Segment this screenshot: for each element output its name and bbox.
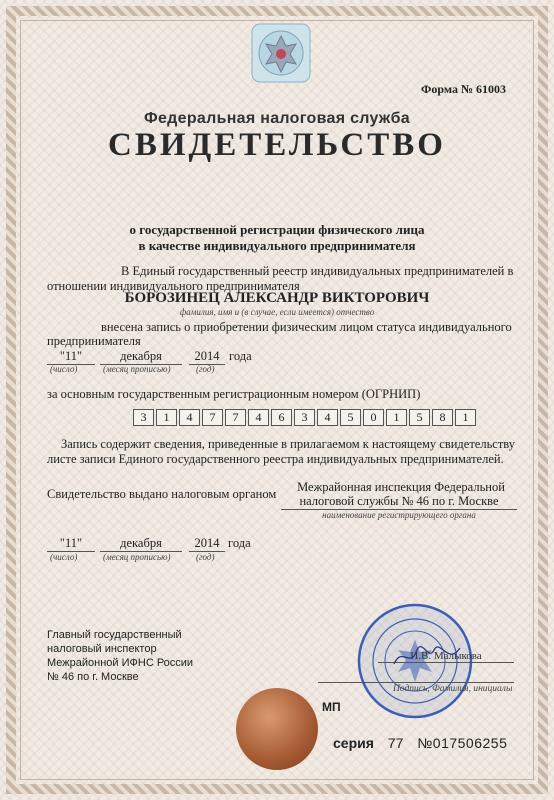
russia-emblem-icon <box>250 22 312 84</box>
paragraph-2-line-1: внесена запись о приобретении физическим лицом статуса индивидуального <box>101 320 512 334</box>
document-title: СВИДЕТЕЛЬСТВО <box>108 127 446 163</box>
date1-year-hint: (год) <box>196 364 215 374</box>
ogrn-label: за основным государственным регистрационным номером (ОГРНИП) <box>47 387 421 401</box>
inspector-line-3: Межрайонной ИФНС России <box>47 657 194 669</box>
serial-label: серия <box>333 735 374 751</box>
date2-day: "11" <box>47 536 95 552</box>
date2-day-hint: (число) <box>50 552 78 562</box>
ogrn-boxes <box>133 409 478 426</box>
paragraph-3-line-1: Запись содержит сведения, приведенные в прилагаемом к настоящему свидетельству <box>61 437 516 451</box>
signature-line <box>318 682 514 683</box>
paragraph-2-line-2: предпринимателя <box>47 334 141 348</box>
inspector-line-2: налоговый инспектор <box>47 643 157 655</box>
mp-label: МП <box>322 700 341 714</box>
inspector-line-1: Главный государственный <box>47 629 182 641</box>
date1-month-hint: (месяц прописью) <box>103 364 171 374</box>
serial-series: 77 <box>387 735 404 751</box>
issuer-line-1: Межрайонная инспекция Федеральной <box>297 480 505 494</box>
ogrn-digit-cell: 3 <box>133 409 154 426</box>
ogrn-digit-cell: 4 <box>248 409 269 426</box>
date2-year: 2014 <box>189 536 225 552</box>
ogrn-digit-cell: 8 <box>432 409 453 426</box>
person-name: БОРОЗИНЕЦ АЛЕКСАНДР ВИКТОРОВИЧ <box>124 290 430 306</box>
ogrn-digit-cell: 6 <box>271 409 292 426</box>
ogrn-digit-cell: 3 <box>294 409 315 426</box>
subtitle-line-1: о государственной регистрации физического лица <box>129 222 425 237</box>
date1-year: 2014 <box>189 349 225 365</box>
date2-month-hint: (месяц прописью) <box>103 552 171 562</box>
copper-seal <box>236 688 318 770</box>
signature-icon <box>392 642 462 670</box>
ogrn-digit-cell: 7 <box>225 409 246 426</box>
paragraph-3-line-2: листе записи Единого государственного реестра индивидуальных предпринимателей. <box>47 452 504 466</box>
serial-number-block <box>333 735 507 751</box>
date1-day: "11" <box>47 349 95 365</box>
paragraph-1-line-2: отношении индивидуального предпринимателя <box>47 279 300 293</box>
signer-hint: Подпись, Фамилия, инициалы <box>393 684 513 694</box>
form-number: Форма № 61003 <box>421 82 506 96</box>
ogrn-digit-cell: 5 <box>409 409 430 426</box>
date1-month: декабря <box>100 349 182 365</box>
date1-year-suffix: года <box>229 349 252 363</box>
ogrn-digit-cell: 1 <box>455 409 476 426</box>
date2-year-suffix: года <box>228 536 251 550</box>
signer-name: И.В. Малыкова <box>378 650 514 663</box>
issuer-line-2: налоговой службы № 46 по г. Москве <box>281 494 517 510</box>
date2-month: декабря <box>100 536 182 552</box>
subtitle-line-2: в качестве индивидуального предпринимателя <box>138 238 416 253</box>
inspector-line-4: № 46 по г. Москве <box>47 671 139 683</box>
person-name-hint: фамилия, имя и (в случае, если имеется) отчество <box>179 307 375 317</box>
date1-day-hint: (число) <box>50 364 78 374</box>
ogrn-digit-cell: 7 <box>202 409 223 426</box>
serial-number: №017506255 <box>417 735 508 751</box>
date2-year-hint: (год) <box>196 552 215 562</box>
ogrn-digit-cell: 0 <box>363 409 384 426</box>
inspector-block <box>47 628 193 684</box>
issued-label: Свидетельство выдано налоговым органом <box>47 487 277 501</box>
ogrn-digit-cell: 1 <box>156 409 177 426</box>
ogrn-digit-cell: 5 <box>340 409 361 426</box>
issuer-hint: наименование регистрирующего органа <box>322 510 476 520</box>
paragraph-1-line-1: В Единый государственный реестр индивидуальных предпринимателей в <box>121 264 514 278</box>
service-name: Федеральная налоговая служба <box>144 110 410 127</box>
ogrn-digit-cell: 4 <box>179 409 200 426</box>
ogrn-digit-cell: 4 <box>317 409 338 426</box>
ogrn-digit-cell: 1 <box>386 409 407 426</box>
